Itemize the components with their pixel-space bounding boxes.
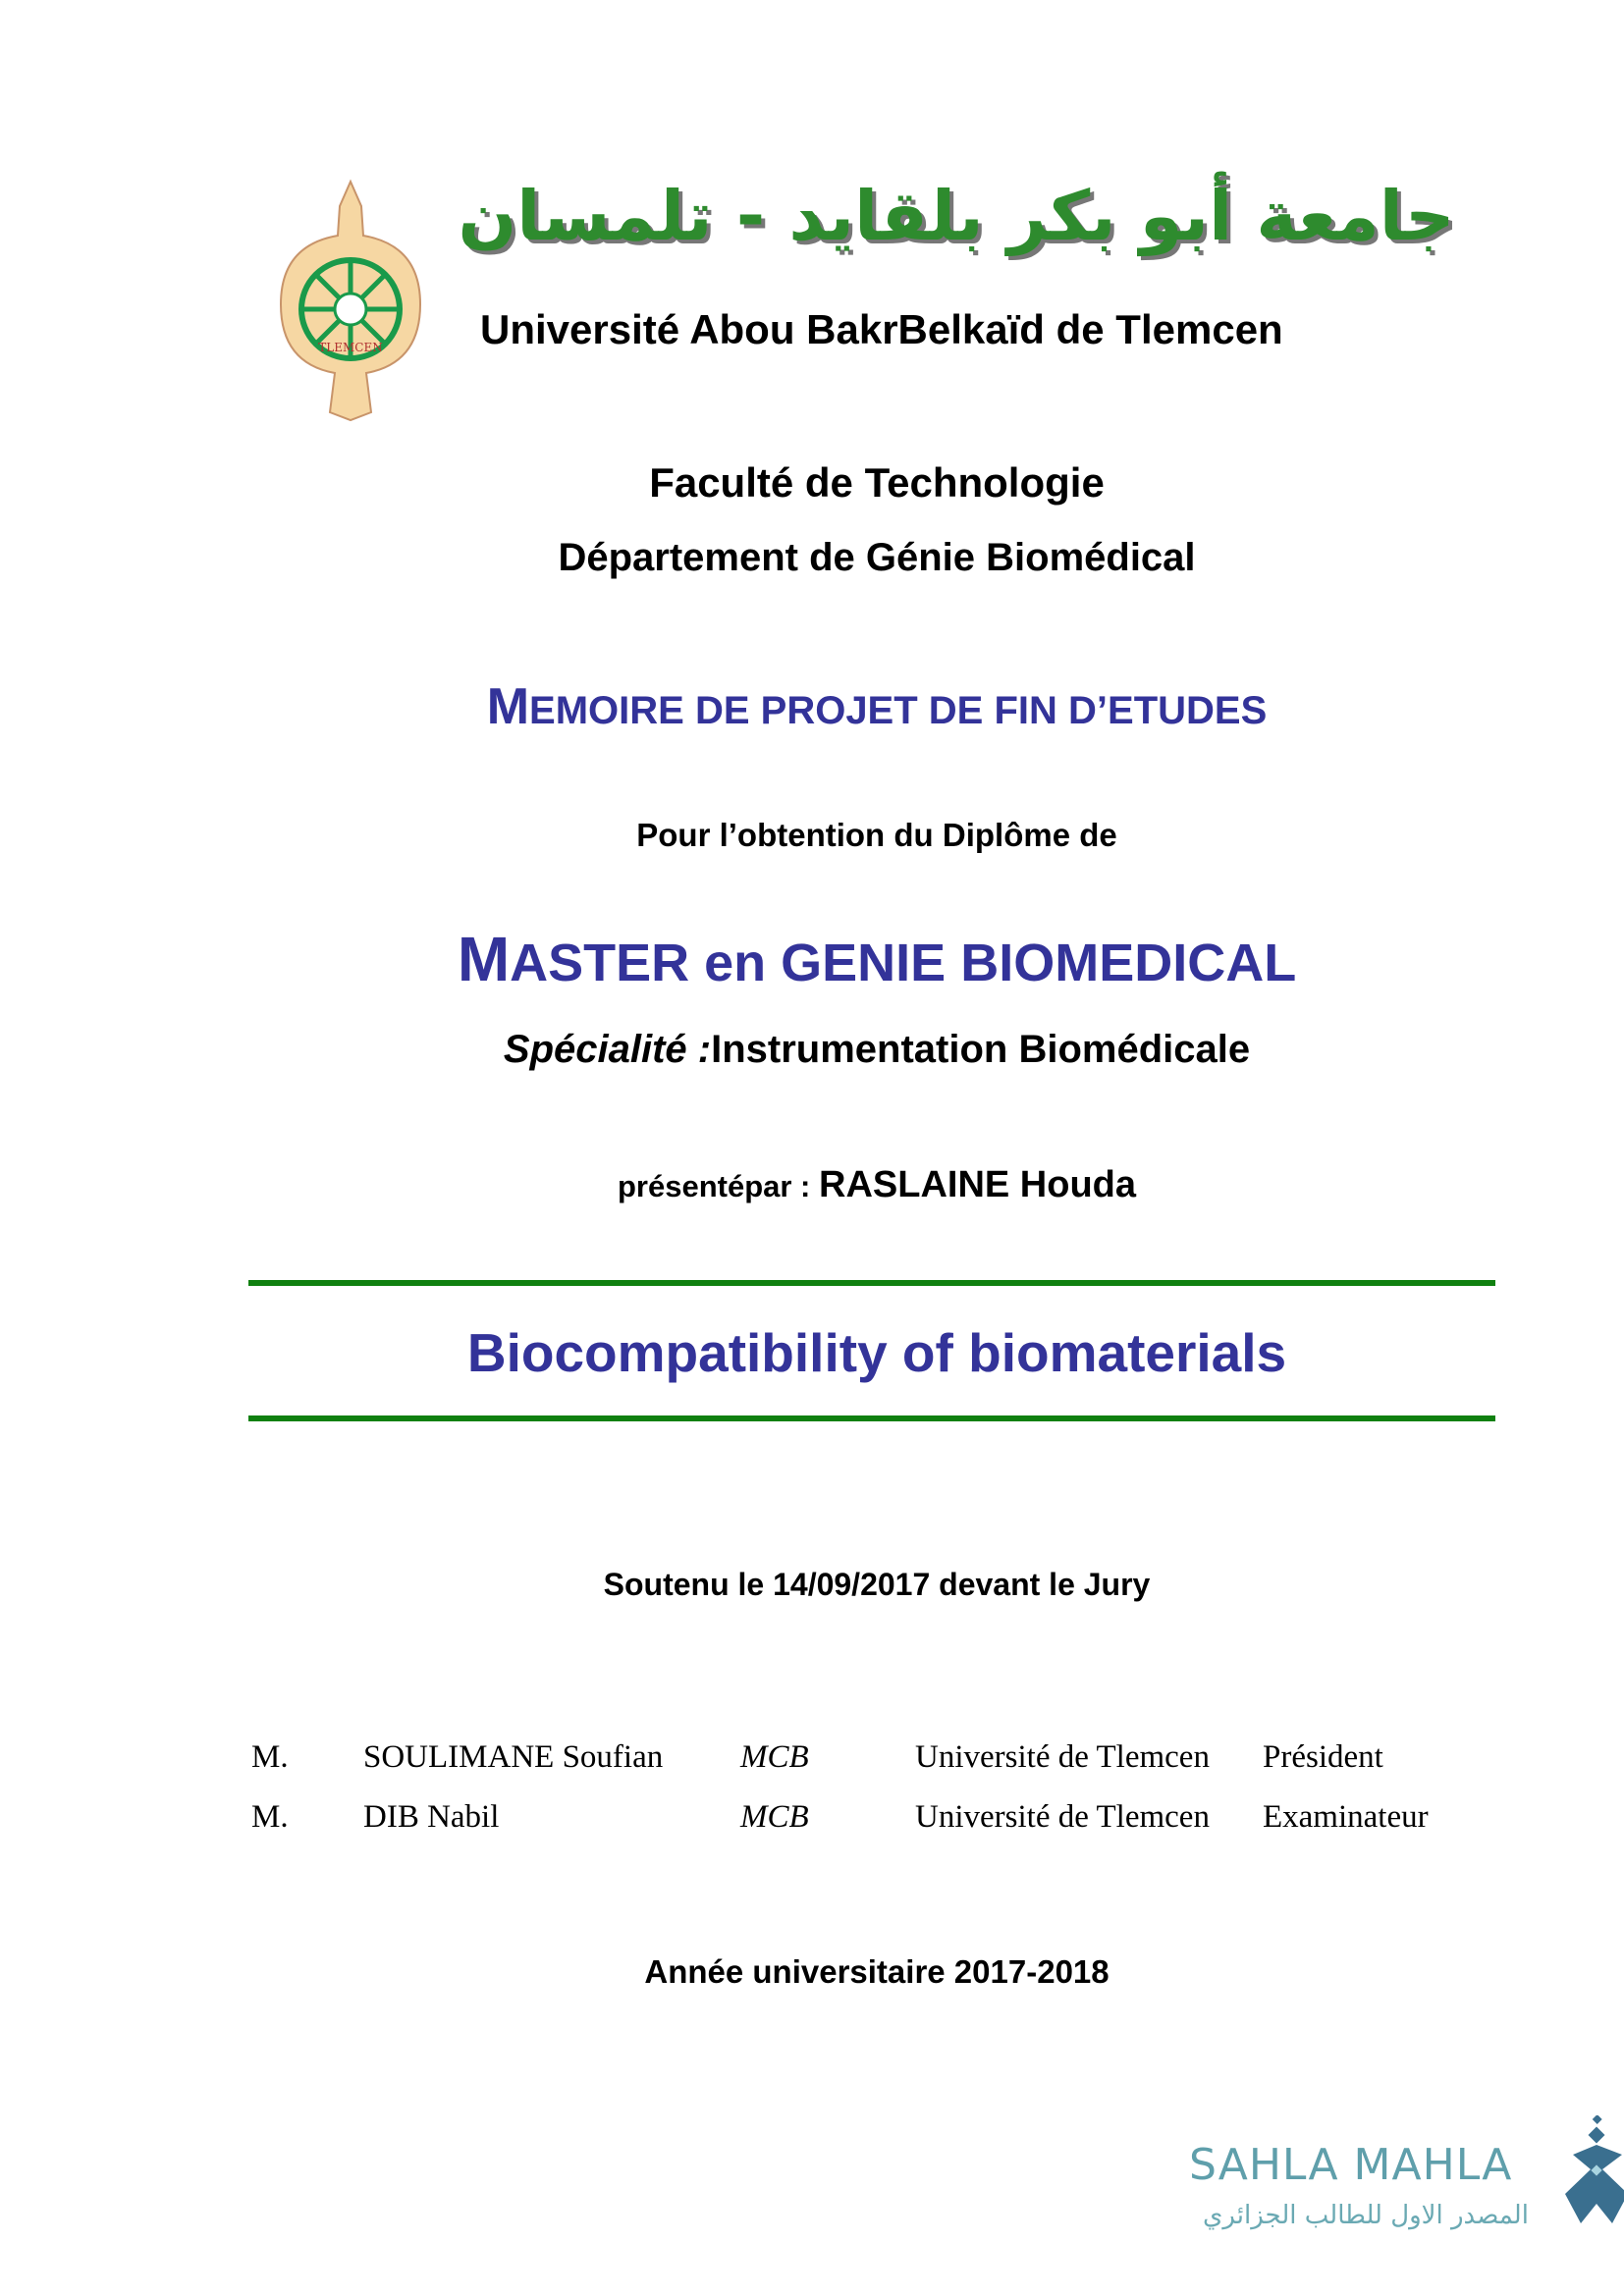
bottom-green-rule	[248, 1415, 1495, 1421]
logo-text: TLEMCEN	[318, 341, 383, 354]
jury-civility: M.	[251, 1799, 289, 1835]
obtention-line: Pour l’obtention du Diplôme de	[636, 817, 1117, 853]
jury-institution: Université de Tlemcen	[915, 1739, 1210, 1775]
faculty: Faculté de Technologie	[649, 459, 1105, 506]
academic-year: Année universitaire 2017-2018	[644, 1953, 1110, 1990]
watermark-brand: SAHLA MAHLA	[1189, 2140, 1513, 2190]
presented-by	[386, 1164, 1368, 1206]
jury-grade: MCB	[740, 1739, 809, 1775]
university-name: Université Abou BakrBelkaïd de Tlemcen	[480, 306, 1283, 352]
university-logo	[273, 177, 428, 422]
specialite-value: Instrumentation Biomédicale	[711, 1028, 1251, 1071]
defense-line: Soutenu le 14/09/2017 devant le Jury	[603, 1567, 1151, 1602]
presented-label: présentépar :	[617, 1169, 819, 1203]
jury-institution: Université de Tlemcen	[915, 1799, 1210, 1835]
jury-name: SOULIMANE Soufian	[363, 1739, 664, 1775]
top-green-rule	[248, 1280, 1495, 1286]
thesis-title: Biocompatibility of biomaterials	[466, 1322, 1287, 1383]
jury-civility: M.	[251, 1739, 289, 1775]
memoire-heading	[386, 677, 1368, 736]
master-initial: M	[457, 924, 511, 994]
watermark-tagline: المصدر الاول للطالب الجزائري	[1203, 2201, 1529, 2230]
memoire-text: EMOIRE DE PROJET DE FIN D’ETUDES	[529, 689, 1268, 732]
jury-grade: MCB	[740, 1799, 809, 1835]
specialite-label: Spécialité :	[503, 1028, 712, 1071]
watermark-emblem-icon	[1563, 2115, 1624, 2228]
diploma-title	[386, 923, 1368, 995]
memoire-initial: M	[486, 678, 530, 735]
presented-name: RASLAINE Houda	[819, 1164, 1136, 1205]
jury-role: Président	[1263, 1739, 1383, 1775]
master-text: ASTER en GENIE BIOMEDICAL	[510, 934, 1297, 992]
university-arabic-name: جامعة أبو بكر بلقايد - تلمسان	[458, 176, 1455, 256]
jury-name: DIB Nabil	[363, 1799, 500, 1835]
specialite-line	[386, 1028, 1368, 1072]
jury-role: Examinateur	[1263, 1799, 1429, 1835]
department: Département de Génie Biomédical	[558, 536, 1196, 579]
